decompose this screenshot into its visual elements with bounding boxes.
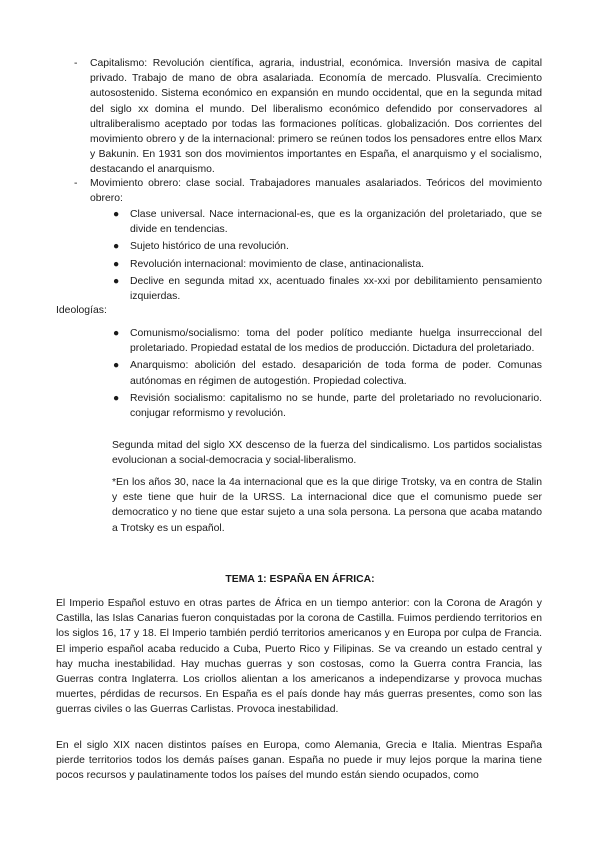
ideologias-bullet-list bbox=[113, 326, 542, 423]
list-item: ● Revolución internacional: movimiento de clase, antinacionalista. bbox=[130, 257, 542, 272]
ideologias-label: Ideologías: bbox=[56, 305, 107, 316]
list-item: ● Clase universal. Nace internacional-es, que es la organización del proletariado, que se divide en tendencias. bbox=[113, 209, 542, 236]
paragraph-sindicalismo: Segunda mitad del siglo XX descenso de la fuerza del sindicalismo. Los partidos socialistas evolucionan a social-democracia y social-liberalismo. bbox=[112, 440, 542, 467]
dash-marker: - bbox=[74, 58, 78, 69]
obrero-bullet-list bbox=[113, 207, 542, 306]
list-item: ● Declive en segunda mitad xx, acentuado finales xx-xxi por debilitamiento pensamiento izquierdas. bbox=[113, 275, 542, 303]
section-heading: TEMA 1: ESPAÑA EN ÁFRICA: bbox=[225, 574, 375, 585]
list-item: ● Comunismo/socialismo: toma del poder político mediante huelga insurreccional del proletariado. Propiedad estatal de los medios de producción. Dictadura del proletariado. bbox=[113, 328, 542, 355]
list-item: ● Revisión socialismo: capitalismo no se hunde, parte del proletariado no revolucionario. conjugar reformismo y revolución. bbox=[113, 392, 542, 420]
list-item: ● Sujeto histórico de una revolución. bbox=[130, 239, 542, 254]
bullet-icon: ● bbox=[113, 209, 120, 220]
dash-marker: - bbox=[74, 178, 78, 189]
movimiento-obrero-item: Movimiento obrero: clase social. Trabajadores manuales asalariados. Teóricos del movimiento obrero: bbox=[90, 178, 542, 205]
paragraph-siglo-xix: En el siglo XIX nacen distintos países en Europa, como Alemania, Grecia e Italia. Mientras España pierde territorios todos los demás países ganan. España no puede ir muy lejos porque la marina tiene pocos recursos y paulatinamente todos los países del mundo están siendo ocupados, como bbox=[56, 740, 542, 782]
paragraph-trotsky: *En los años 30, nace la 4a internacional que es la que dirige Trotsky, va en contra de Stalin y este tiene que huir de la URSS. La internacional dice que el comunismo puede ser democratico y no tiene que estar sujeto a una sola persona. La persona que acaba matando a Trotsky es un español. bbox=[112, 477, 542, 534]
list-item: ● Anarquismo: abolición del estado. desaparición de toda forma de poder. Comunas autónomas en régimen de autogestión. Propiedad colectiva. bbox=[113, 360, 542, 387]
bullet-icon: ● bbox=[113, 392, 120, 404]
bullet-icon: ● bbox=[113, 275, 120, 287]
bullet-icon: ● bbox=[113, 241, 120, 253]
bullet-icon: ● bbox=[113, 258, 120, 270]
bullet-icon: ● bbox=[113, 360, 120, 372]
bullet-icon: ● bbox=[113, 328, 120, 339]
capitalismo-item: Capitalismo: Revolución científica, agraria, industrial, económica. Inversión masiva de capital privado. Trabajo de mano de obra asalariada. Economía de mercado. Plusvalía. Crecimiento autosostenido. Sistema económico en expansión en mundo occidental, que en la segunda mitad del siglo xx domina el mundo. Del liberalismo económico defendido por conservadores al ultraliberalismo aceptado por todas las formaciones políticas. globalización. Dos corrientes del movimiento obrero y de la internacional: primero se reúnen todos los pensadores entre ellos Marx y Bakunin. En 1931 son dos movimientos importantes en España, el anarquismo y el socialismo, destacando el anarquismo. bbox=[90, 58, 542, 176]
paragraph-imperio: El Imperio Español estuvo en otras partes de África en un tiempo anterior: con la Corona de Aragón y Castilla, las Islas Canarias fueron conquistadas por la corona de Castilla. Fuimos perdiendo territorios en los siglos 16, 17 y 18. El Imperio también perdió territorios americanos y en Europa por culpa de Francia. El imperio español acaba reducido a Cuba, Puerto Rico y Filipinas. Se va creando un estado central y hay mucha inestabilidad. Hay muchas guerras y son costosas, como la Guerra contra Francia, las Guerras contra Inglaterra. Los criollos alientan a los americanos a independizarse y provoca muchas muertes, pérdidas de recursos. En España es el país donde hay más guerras presentes, como son las guerras civiles o las Guerras Carlistas. Provoca inestabilidad. bbox=[56, 598, 542, 716]
